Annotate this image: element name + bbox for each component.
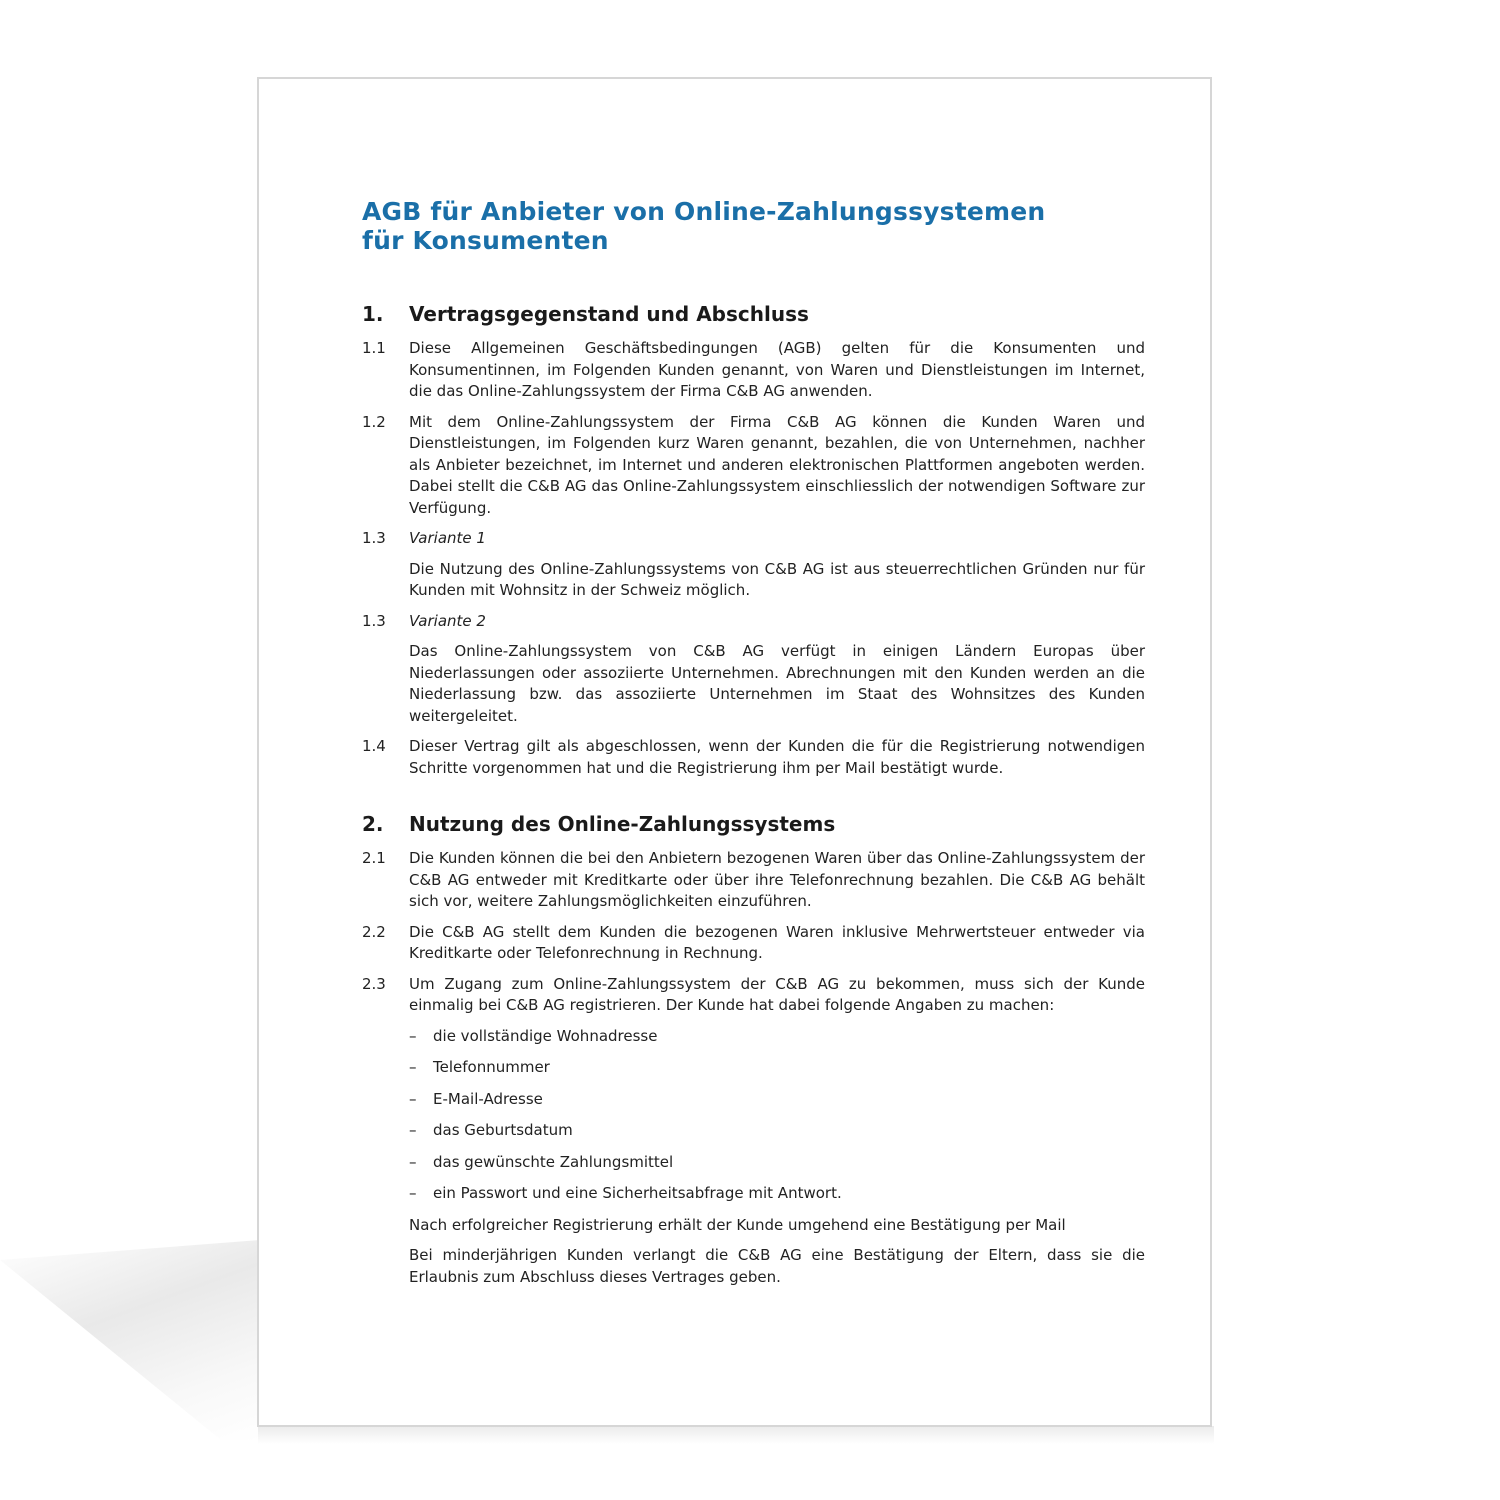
list-item-text: E-Mail-Adresse (433, 1089, 543, 1108)
document-page (257, 77, 1212, 1427)
clause-2-1 (362, 848, 1145, 913)
clause-number: 1.3 (362, 529, 386, 547)
clause-number: 2.1 (362, 849, 386, 867)
clause-number: 2.3 (362, 974, 386, 993)
section-heading-2 (362, 811, 1145, 837)
title-line-1: AGB für Anbieter von Online-Zahlungssystemen (362, 197, 1046, 226)
clause-2-3 (362, 974, 1145, 1017)
clause-text: Das Online-Zahlungssystem von C&B AG verfügt in einigen Ländern Europas über Niederlassungen oder assoziierte Unternehmen. Abrechnungen mit den Kunden werden an die Niederlassung bzw. das assoziierte Unternehmen im Staat des Wohnsitzes des Kunden weitergeleitet. (409, 642, 1145, 725)
clause-number: 1.1 (362, 339, 386, 357)
dash-marker: – (409, 1152, 417, 1171)
list-item-text: das gewünschte Zahlungsmittel (433, 1152, 674, 1171)
clause-text: Die Nutzung des Online-Zahlungssystems von C&B AG ist aus steuerrechtlichen Gründen nur für Kunden mit Wohnsitz in der Schweiz möglich. (409, 559, 1145, 599)
clause-1-3-variant-1 (362, 528, 1145, 550)
list-item (409, 1026, 1145, 1048)
dash-marker: – (409, 1058, 417, 1076)
clause-text: Mit dem Online-Zahlungssystem der Firma C&B AG können die Kunden Waren und Dienstleistungen, im Folgenden kurz Waren genannt, bezahlen, die von Unternehmen, nachher als Anbieter bezeichnet, im Internet und anderen elektronischen Plattformen angeboten werden. Dabei stellt die C&B AG das Online-Zahlungssystem einschliesslich der notwendigen Software zur Verfügung. (409, 412, 1145, 517)
clause-1-1 (362, 338, 1145, 403)
list-item-text: die vollständige Wohnadresse (433, 1026, 658, 1045)
dash-marker: – (409, 1121, 417, 1139)
clause-text: Die C&B AG stellt dem Kunden die bezogenen Waren inklusive Mehrwertsteuer entweder via Kreditkarte oder Telefonrechnung in Rechnung. (409, 922, 1145, 962)
registration-data-list (409, 1026, 1145, 1205)
section-heading-1 (362, 301, 1145, 327)
closing-paragraph: Nach erfolgreicher Registrierung erhält der Kunde umgehend eine Bestätigung per Mail (409, 1215, 1066, 1234)
list-item-text: Telefonnummer (433, 1058, 550, 1076)
section-title: Vertragsgegenstand und Abschluss (409, 302, 809, 326)
variant-label: Variante 2 (409, 611, 486, 630)
dash-marker: – (409, 1026, 417, 1045)
clause-number: 1.2 (362, 412, 386, 431)
list-item-text: das Geburtsdatum (433, 1121, 573, 1139)
clause-1-3-variant-2 (362, 611, 1145, 633)
clause-1-2 (362, 412, 1145, 520)
variant-label: Variante 1 (409, 529, 486, 547)
list-item (409, 1089, 1145, 1111)
list-item (409, 1120, 1145, 1142)
title-line-2: für Konsumenten (362, 226, 609, 255)
list-item-text: ein Passwort und eine Sicherheitsabfrage mit Antwort. (433, 1184, 842, 1202)
list-item (409, 1183, 1145, 1205)
clause-1-4 (362, 736, 1145, 779)
clause-number: 2.2 (362, 922, 386, 941)
closing-paragraph: Bei minderjährigen Kunden verlangt die C&B AG eine Bestätigung der Eltern, dass sie die Erlaubnis zum Abschluss dieses Vertrages geben. (409, 1246, 1145, 1286)
section-number: 1. (362, 302, 384, 326)
clause-text: Um Zugang zum Online-Zahlungssystem der C&B AG zu bekommen, muss sich der Kunde einmalig bei C&B AG registrieren. Der Kunde hat dabei folgende Angaben zu machen: (409, 974, 1145, 1014)
page-content (362, 197, 1145, 1297)
page-shadow (0, 1240, 260, 1440)
dash-marker: – (409, 1089, 417, 1108)
section-number: 2. (362, 812, 384, 836)
clause-2-2 (362, 922, 1145, 965)
dash-marker: – (409, 1184, 417, 1202)
section-body-1 (362, 338, 1145, 779)
section-title: Nutzung des Online-Zahlungssystems (409, 812, 836, 836)
page-bottom-shadow (258, 1426, 1214, 1444)
list-item (409, 1152, 1145, 1174)
clause-number: 1.3 (362, 611, 386, 630)
clause-text: Die Kunden können die bei den Anbietern bezogenen Waren über das Online-Zahlungssystem der C&B AG entweder mit Kreditkarte oder über ihre Telefonrechnung bezahlen. Die C&B AG behält sich vor, weitere Zahlungsmöglichkeiten einzuführen. (409, 849, 1145, 910)
list-item (409, 1057, 1145, 1079)
clause-text: Diese Allgemeinen Geschäftsbedingungen (AGB) gelten für die Konsumenten und Konsumentinnen, im Folgenden Kunden genannt, von Waren und Dienstleistungen im Internet, die das Online-Zahlungssystem der Firma C&B AG anwenden. (409, 339, 1145, 400)
section-body-2 (362, 848, 1145, 1288)
document-title (362, 197, 1145, 255)
clause-text: Dieser Vertrag gilt als abgeschlossen, wenn der Kunden die für die Registrierung notwendigen Schritte vorgenommen hat und die Registrierung ihm per Mail bestätigt wurde. (409, 737, 1145, 777)
clause-number: 1.4 (362, 737, 386, 755)
